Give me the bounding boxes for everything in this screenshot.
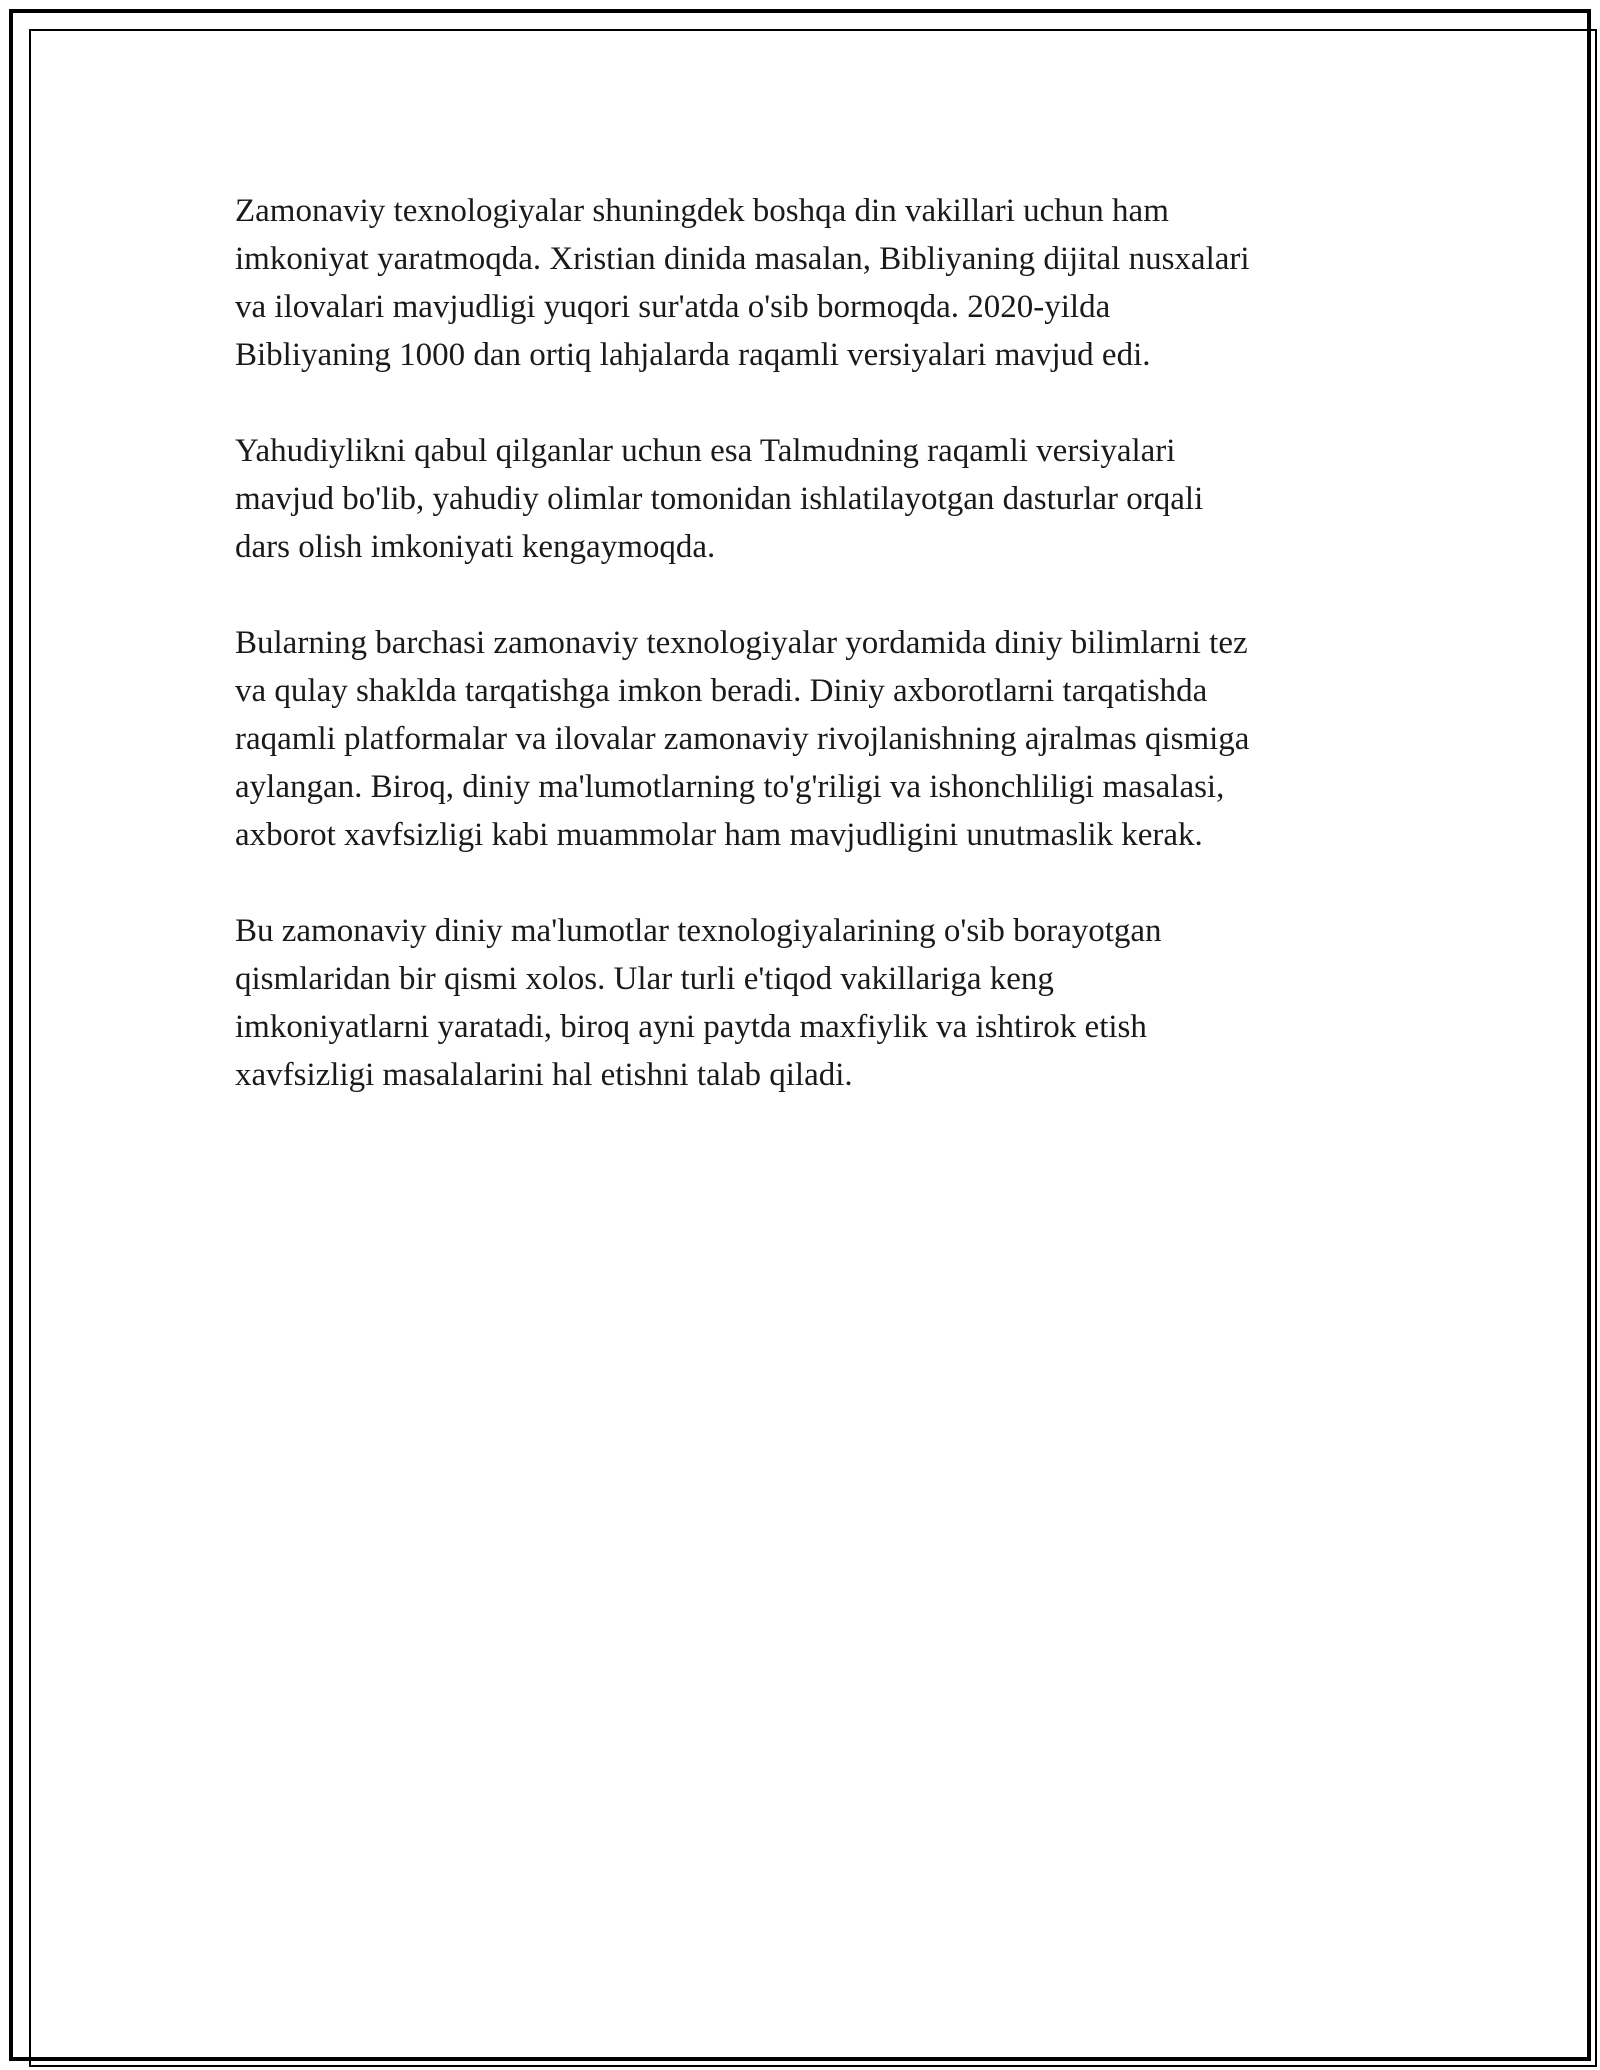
text-line: mavjud bo'lib, yahudiy olimlar tomonidan ishlatilayotgan dasturlar orqali — [235, 481, 1204, 517]
paragraph-1 — [235, 187, 1395, 379]
text-line: qismlaridan bir qismi xolos. Ular turli e'tiqod vakillariga keng — [235, 961, 1054, 997]
text-line: imkoniyat yaratmoqda. Xristian dinida masalan, Bibliyaning dijital nusxalari — [235, 241, 1250, 277]
text-line: Zamonaviy texnologiyalar shuningdek boshqa din vakillari uchun ham — [235, 193, 1169, 229]
text-line: Yahudiylikni qabul qilganlar uchun esa Talmudning raqamli versiyalari — [235, 433, 1176, 469]
text-line: Bu zamonaviy diniy ma'lumotlar texnologiyalarining o'sib borayotgan — [235, 913, 1162, 949]
text-line: aylangan. Biroq, diniy ma'lumotlarning to'g'riligi va ishonchliligi masalasi, — [235, 769, 1225, 805]
text-line: dars olish imkoniyati kengaymoqda. — [235, 529, 716, 565]
paragraph-4 — [235, 907, 1395, 1099]
text-line: va ilovalari mavjudligi yuqori sur'atda o'sib bormoqda. 2020-yilda — [235, 289, 1111, 325]
text-line: va qulay shaklda tarqatishga imkon beradi. Diniy axborotlarni tarqatishda — [235, 673, 1208, 709]
paragraph-2 — [235, 427, 1395, 571]
text-line: Bularning barchasi zamonaviy texnologiyalar yordamida diniy bilimlarni tez — [235, 625, 1248, 661]
text-line: Bibliyaning 1000 dan ortiq lahjalarda raqamli versiyalari mavjud edi. — [235, 337, 1151, 373]
document-body — [235, 187, 1395, 1147]
text-line: imkoniyatlarni yaratadi, biroq ayni paytda maxfiylik va ishtirok etish — [235, 1009, 1147, 1045]
paragraph-3 — [235, 619, 1395, 859]
text-line: axborot xavfsizligi kabi muammolar ham mavjudligini unutmaslik kerak. — [235, 817, 1203, 853]
text-line: xavfsizligi masalalarini hal etishni talab qiladi. — [235, 1057, 853, 1093]
text-line: raqamli platformalar va ilovalar zamonaviy rivojlanishning ajralmas qismiga — [235, 721, 1250, 757]
